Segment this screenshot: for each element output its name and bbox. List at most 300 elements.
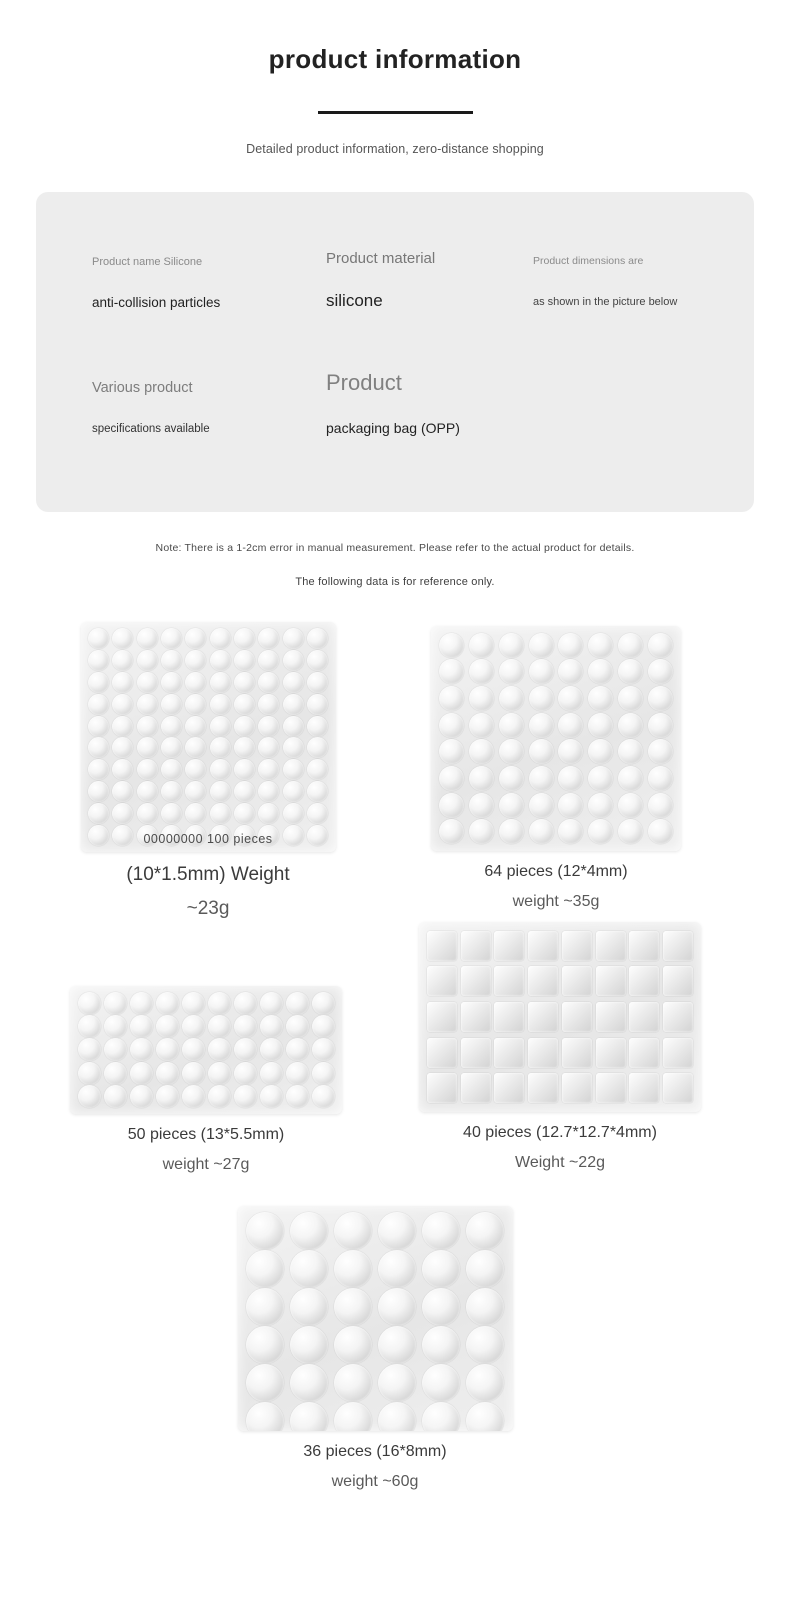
silicone-pad xyxy=(469,739,494,764)
silicone-pad xyxy=(558,713,583,738)
silicone-pad xyxy=(466,1326,504,1364)
silicone-pad xyxy=(258,694,279,715)
silicone-pad xyxy=(558,793,583,818)
silicone-pad xyxy=(88,650,109,671)
silicone-pad xyxy=(618,739,643,764)
silicone-pad xyxy=(558,766,583,791)
silicone-pad xyxy=(312,1062,335,1085)
silicone-pad xyxy=(334,1364,372,1402)
silicone-pad xyxy=(466,1364,504,1402)
silicone-pad xyxy=(283,650,304,671)
product-label-line2: weight ~60g xyxy=(331,1473,419,1490)
silicone-pad xyxy=(137,672,158,693)
silicone-pad xyxy=(130,1062,153,1085)
silicone-pad xyxy=(558,686,583,711)
silicone-pad xyxy=(618,713,643,738)
silicone-pad xyxy=(258,737,279,758)
product-image-40-pieces xyxy=(419,922,701,1112)
silicone-pad xyxy=(378,1288,416,1326)
silicone-pad xyxy=(439,633,464,658)
silicone-pad xyxy=(156,1038,179,1061)
silicone-pad xyxy=(283,672,304,693)
silicone-pad xyxy=(78,992,101,1015)
silicone-pad xyxy=(529,713,554,738)
silicone-pad xyxy=(88,759,109,780)
silicone-pad xyxy=(334,1326,372,1364)
silicone-pad xyxy=(156,1085,179,1108)
silicone-pad xyxy=(88,737,109,758)
silicone-pad xyxy=(528,1002,558,1032)
silicone-pad xyxy=(562,1073,592,1103)
sheet-overlay-caption: 00000000 100 pieces xyxy=(143,832,273,846)
silicone-pad xyxy=(466,1250,504,1288)
silicone-pad xyxy=(283,628,304,649)
silicone-pad xyxy=(185,803,206,824)
silicone-pad xyxy=(112,716,133,737)
silicone-pad xyxy=(208,1062,231,1085)
silicone-pad xyxy=(528,1038,558,1068)
product-label-line1: 40 pieces (12.7*12.7*4mm) xyxy=(463,1124,657,1141)
silicone-pad xyxy=(185,672,206,693)
silicone-pad xyxy=(210,737,231,758)
silicone-pad xyxy=(499,793,524,818)
silicone-pad xyxy=(161,694,182,715)
silicone-pad xyxy=(562,1002,592,1032)
spec-key: Product xyxy=(326,370,402,395)
silicone-pad xyxy=(234,992,257,1015)
silicone-pad xyxy=(618,819,643,844)
silicone-pad xyxy=(290,1364,328,1402)
silicone-pad xyxy=(210,759,231,780)
silicone-pad xyxy=(558,633,583,658)
silicone-pad xyxy=(588,686,613,711)
silicone-pad xyxy=(234,1062,257,1085)
silicone-pad xyxy=(112,672,133,693)
silicone-pad xyxy=(648,793,673,818)
silicone-pad xyxy=(529,739,554,764)
silicone-pad xyxy=(529,659,554,684)
silicone-pad xyxy=(461,1038,491,1068)
silicone-pad xyxy=(260,1038,283,1061)
spec-value: packaging bag (OPP) xyxy=(326,420,460,436)
silicone-pad xyxy=(234,803,255,824)
silicone-pad xyxy=(494,1073,524,1103)
silicone-pad xyxy=(422,1212,460,1250)
silicone-pad xyxy=(234,672,255,693)
product-label-line1: (10*1.5mm) Weight xyxy=(126,864,290,885)
spec-cell-specifications xyxy=(92,380,210,435)
silicone-pad xyxy=(182,1085,205,1108)
silicone-pad xyxy=(208,1015,231,1038)
silicone-pad xyxy=(88,628,109,649)
silicone-pad xyxy=(618,793,643,818)
silicone-pad xyxy=(618,633,643,658)
silicone-pad xyxy=(182,1015,205,1038)
silicone-pad xyxy=(461,1002,491,1032)
silicone-pad xyxy=(588,659,613,684)
silicone-pad xyxy=(137,716,158,737)
product-variant xyxy=(405,922,715,1172)
silicone-pad xyxy=(596,1038,626,1068)
silicone-pad xyxy=(596,931,626,961)
silicone-pad xyxy=(499,659,524,684)
silicone-pad xyxy=(258,803,279,824)
page-title: product information xyxy=(268,44,522,74)
silicone-pad xyxy=(185,781,206,802)
silicone-pad xyxy=(427,1038,457,1068)
silicone-pad xyxy=(439,739,464,764)
silicone-pad xyxy=(88,694,109,715)
silicone-pad xyxy=(78,1038,101,1061)
silicone-pad xyxy=(469,633,494,658)
silicone-pad xyxy=(439,686,464,711)
silicone-pad xyxy=(185,694,206,715)
silicone-pad xyxy=(88,803,109,824)
silicone-pad xyxy=(307,694,328,715)
silicone-pad xyxy=(286,1038,309,1061)
silicone-pad xyxy=(78,1015,101,1038)
silicone-pad xyxy=(78,1085,101,1108)
silicone-pad xyxy=(210,781,231,802)
silicone-pad xyxy=(156,1015,179,1038)
spec-key: Product material xyxy=(326,250,436,267)
silicone-pad xyxy=(182,992,205,1015)
spec-value: silicone xyxy=(326,291,383,310)
silicone-pad xyxy=(494,966,524,996)
silicone-pad xyxy=(499,819,524,844)
silicone-pad xyxy=(283,737,304,758)
silicone-pad xyxy=(210,650,231,671)
silicone-pad xyxy=(137,759,158,780)
silicone-pad xyxy=(378,1402,416,1431)
silicone-pad xyxy=(648,633,673,658)
spec-cell-packaging xyxy=(326,370,460,436)
silicone-pad xyxy=(307,759,328,780)
silicone-pad xyxy=(286,992,309,1015)
product-variants-grid xyxy=(0,622,790,1490)
product-label-line1: 50 pieces (13*5.5mm) xyxy=(127,1126,285,1143)
product-label-line2: ~23g xyxy=(186,898,230,919)
product-image-50-pieces xyxy=(70,986,342,1114)
silicone-pad xyxy=(427,966,457,996)
silicone-pad xyxy=(258,650,279,671)
silicone-pad xyxy=(260,1085,283,1108)
silicone-pad xyxy=(78,1062,101,1085)
silicone-pad xyxy=(427,931,457,961)
silicone-pad xyxy=(130,1085,153,1108)
silicone-pad xyxy=(137,694,158,715)
silicone-pad xyxy=(210,628,231,649)
silicone-pad xyxy=(161,737,182,758)
silicone-pad xyxy=(562,931,592,961)
silicone-pad xyxy=(334,1402,372,1431)
silicone-pad xyxy=(461,966,491,996)
silicone-pad xyxy=(422,1250,460,1288)
silicone-pad xyxy=(629,1073,659,1103)
silicone-pad xyxy=(182,1062,205,1085)
product-variant xyxy=(56,986,356,1174)
silicone-pad xyxy=(234,1015,257,1038)
silicone-pad xyxy=(334,1250,372,1288)
silicone-pad xyxy=(246,1288,284,1326)
silicone-pad xyxy=(104,1038,127,1061)
silicone-pad xyxy=(648,713,673,738)
silicone-pad xyxy=(312,992,335,1015)
silicone-pad xyxy=(283,716,304,737)
silicone-pad xyxy=(439,713,464,738)
silicone-pad xyxy=(130,1015,153,1038)
silicone-pad xyxy=(596,1073,626,1103)
spec-cell-dimensions xyxy=(533,255,677,308)
silicone-pad xyxy=(466,1288,504,1326)
product-label-line1: 64 pieces (12*4mm) xyxy=(484,863,628,880)
silicone-pad xyxy=(210,672,231,693)
silicone-pad xyxy=(588,633,613,658)
silicone-pad xyxy=(648,686,673,711)
silicone-pad xyxy=(307,650,328,671)
silicone-pad xyxy=(161,650,182,671)
silicone-pad xyxy=(307,716,328,737)
silicone-pad xyxy=(439,793,464,818)
silicone-pad xyxy=(588,793,613,818)
silicone-pad xyxy=(422,1288,460,1326)
silicone-pad xyxy=(439,659,464,684)
title-divider xyxy=(318,111,473,114)
silicone-pad xyxy=(499,766,524,791)
silicone-pad xyxy=(258,781,279,802)
page-subtitle: Detailed product information, zero-distance shopping xyxy=(246,142,544,156)
silicone-pad xyxy=(234,716,255,737)
silicone-pad xyxy=(307,781,328,802)
silicone-pad xyxy=(558,739,583,764)
silicone-pad xyxy=(529,686,554,711)
silicone-pad xyxy=(663,1038,693,1068)
silicone-pad xyxy=(307,737,328,758)
silicone-pad xyxy=(469,766,494,791)
silicone-pad xyxy=(307,628,328,649)
silicone-pad xyxy=(469,686,494,711)
silicone-pad xyxy=(466,1402,504,1431)
silicone-pad xyxy=(378,1326,416,1364)
silicone-pad xyxy=(112,694,133,715)
spec-key: Product dimensions are xyxy=(533,255,644,267)
silicone-pad xyxy=(112,650,133,671)
silicone-pad xyxy=(648,766,673,791)
spec-cell-product-name xyxy=(92,256,220,310)
silicone-pad xyxy=(234,759,255,780)
silicone-pad xyxy=(260,992,283,1015)
silicone-pad xyxy=(104,1015,127,1038)
silicone-pad xyxy=(112,737,133,758)
silicone-pad xyxy=(427,1073,457,1103)
silicone-pad xyxy=(156,1062,179,1085)
silicone-pad xyxy=(283,759,304,780)
silicone-pad xyxy=(286,1085,309,1108)
silicone-pad xyxy=(104,1085,127,1108)
product-label-line2: Weight ~22g xyxy=(515,1154,605,1171)
silicone-pad xyxy=(130,992,153,1015)
silicone-pad xyxy=(234,694,255,715)
silicone-pad xyxy=(185,716,206,737)
silicone-pad xyxy=(648,819,673,844)
silicone-pad xyxy=(499,633,524,658)
silicone-pad xyxy=(461,931,491,961)
silicone-pad xyxy=(137,781,158,802)
silicone-pad xyxy=(596,1002,626,1032)
silicone-pad xyxy=(469,713,494,738)
silicone-pad xyxy=(663,966,693,996)
silicone-pad xyxy=(182,1038,205,1061)
silicone-pad xyxy=(529,793,554,818)
silicone-pad xyxy=(260,1015,283,1038)
silicone-pad xyxy=(378,1364,416,1402)
silicone-pad xyxy=(246,1364,284,1402)
silicone-pad xyxy=(562,1038,592,1068)
silicone-pad xyxy=(558,659,583,684)
silicone-pad xyxy=(246,1402,284,1431)
silicone-pad xyxy=(161,759,182,780)
silicone-pad xyxy=(528,966,558,996)
silicone-pad xyxy=(618,766,643,791)
silicone-pad xyxy=(258,759,279,780)
silicone-pad xyxy=(422,1364,460,1402)
spec-value: as shown in the picture below xyxy=(533,296,678,308)
silicone-pad xyxy=(246,1212,284,1250)
silicone-pad xyxy=(137,737,158,758)
silicone-pad xyxy=(629,966,659,996)
silicone-pad xyxy=(246,1250,284,1288)
silicone-pad xyxy=(88,716,109,737)
silicone-pad xyxy=(618,686,643,711)
silicone-pad xyxy=(290,1326,328,1364)
silicone-pad xyxy=(234,628,255,649)
silicone-pad xyxy=(156,992,179,1015)
silicone-pad xyxy=(461,1073,491,1103)
silicone-pad xyxy=(210,694,231,715)
silicone-pad xyxy=(88,781,109,802)
silicone-pad xyxy=(312,1038,335,1061)
silicone-pad xyxy=(588,713,613,738)
silicone-pad xyxy=(562,966,592,996)
silicone-pad xyxy=(499,739,524,764)
silicone-pad xyxy=(234,737,255,758)
silicone-pad xyxy=(137,803,158,824)
silicone-pad xyxy=(528,1073,558,1103)
silicone-pad xyxy=(469,819,494,844)
silicone-pad xyxy=(618,659,643,684)
silicone-pad xyxy=(466,1212,504,1250)
silicone-pad xyxy=(210,716,231,737)
silicone-pad xyxy=(286,1062,309,1085)
silicone-pad xyxy=(161,803,182,824)
silicone-pad xyxy=(588,766,613,791)
silicone-pad xyxy=(588,819,613,844)
silicone-pad xyxy=(312,1015,335,1038)
silicone-pad xyxy=(104,992,127,1015)
silicone-pad xyxy=(234,650,255,671)
silicone-pad xyxy=(629,1002,659,1032)
product-label-line1: 36 pieces (16*8mm) xyxy=(303,1443,447,1460)
silicone-pad xyxy=(208,1085,231,1108)
note-reference-only: The following data is for reference only. xyxy=(295,576,495,588)
spec-value: anti-collision particles xyxy=(92,295,221,310)
silicone-pad xyxy=(112,628,133,649)
silicone-pad xyxy=(283,803,304,824)
silicone-pad xyxy=(290,1212,328,1250)
silicone-pad xyxy=(629,1038,659,1068)
silicone-pad xyxy=(137,650,158,671)
measurement-notes xyxy=(0,542,790,588)
silicone-pad xyxy=(290,1288,328,1326)
silicone-pad xyxy=(161,672,182,693)
specification-panel xyxy=(36,192,754,512)
product-variant xyxy=(418,626,694,911)
silicone-pad xyxy=(529,766,554,791)
silicone-pad xyxy=(588,739,613,764)
silicone-pad xyxy=(422,1402,460,1431)
spec-key: Product name Silicone xyxy=(92,256,203,268)
silicone-pad xyxy=(185,628,206,649)
product-image-64-pieces xyxy=(431,626,681,851)
silicone-pad xyxy=(283,694,304,715)
silicone-pad xyxy=(648,659,673,684)
silicone-pad xyxy=(529,819,554,844)
silicone-pad xyxy=(88,672,109,693)
silicone-pad xyxy=(210,803,231,824)
silicone-pad xyxy=(629,931,659,961)
silicone-pad xyxy=(663,931,693,961)
product-variant xyxy=(68,622,348,920)
silicone-pad xyxy=(161,628,182,649)
silicone-pad xyxy=(112,781,133,802)
silicone-pad xyxy=(378,1250,416,1288)
silicone-pad xyxy=(290,1402,328,1431)
silicone-pad xyxy=(663,1073,693,1103)
silicone-pad xyxy=(130,1038,153,1061)
silicone-pad xyxy=(185,650,206,671)
silicone-pad xyxy=(234,781,255,802)
product-image-100-pieces xyxy=(81,622,336,852)
silicone-pad xyxy=(334,1288,372,1326)
spec-cell-material xyxy=(326,250,435,311)
silicone-pad xyxy=(234,1085,257,1108)
silicone-pad xyxy=(185,737,206,758)
silicone-pad xyxy=(528,931,558,961)
silicone-pad xyxy=(499,713,524,738)
spec-value: specifications available xyxy=(92,423,210,435)
silicone-pad xyxy=(439,819,464,844)
product-label-line2: weight ~27g xyxy=(162,1156,250,1173)
silicone-pad xyxy=(312,1085,335,1108)
silicone-pad xyxy=(290,1250,328,1288)
silicone-pad xyxy=(258,716,279,737)
silicone-pad xyxy=(258,628,279,649)
silicone-pad xyxy=(208,992,231,1015)
silicone-pad xyxy=(663,1002,693,1032)
silicone-pad xyxy=(494,1038,524,1068)
silicone-pad xyxy=(260,1062,283,1085)
silicone-pad xyxy=(307,672,328,693)
silicone-pad xyxy=(112,803,133,824)
silicone-pad xyxy=(208,1038,231,1061)
note-measurement-error: Note: There is a 1-2cm error in manual measurement. Please refer to the actual product for details. xyxy=(155,542,635,554)
spec-key: Various product xyxy=(92,380,193,396)
silicone-pad xyxy=(307,803,328,824)
silicone-pad xyxy=(286,1015,309,1038)
silicone-pad xyxy=(104,1062,127,1085)
silicone-pad xyxy=(137,628,158,649)
silicone-pad xyxy=(648,739,673,764)
